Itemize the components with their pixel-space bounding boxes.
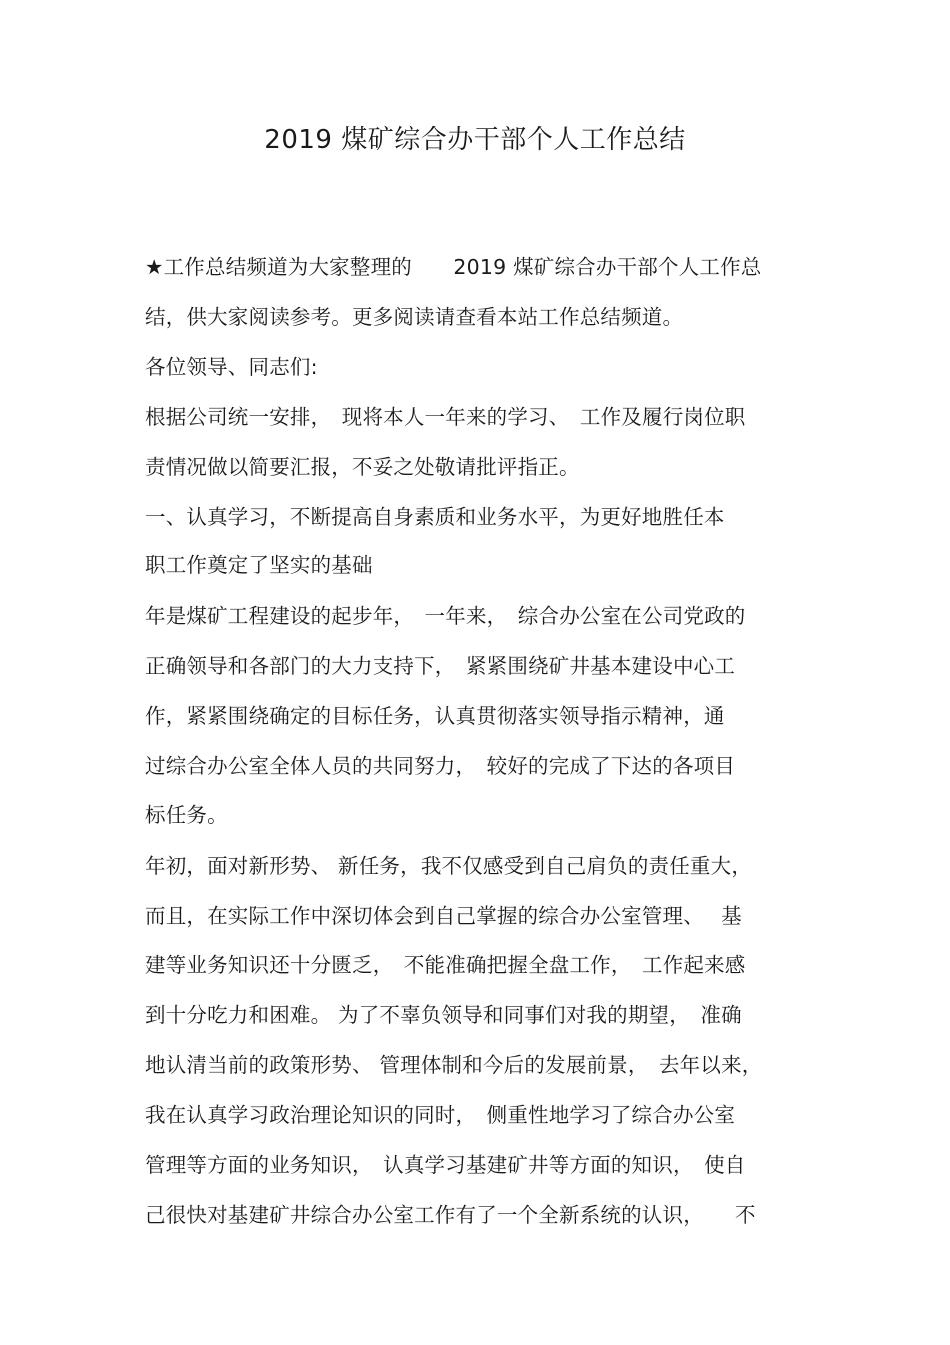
body-line: 结，供大家阅读参考。更多阅读请查看本站工作总结频道。	[145, 305, 684, 329]
body-line: 责情况做以简要汇报，不妥之处敬请批评指正。	[145, 455, 580, 479]
salutation: 各位领导、同志们:	[145, 355, 318, 379]
body-line: 而且，在实际工作中深切体会到自己掌握的综合办公室管理、 基	[145, 904, 742, 928]
body-line: 地认清当前的政策形势、 管理体制和今后的发展前景， 去年以来，	[145, 1053, 763, 1077]
body-line: 标任务。	[145, 803, 228, 827]
body-line: 管理等方面的业务知识， 认真学习基建矿井等方面的知识， 使自	[145, 1153, 746, 1177]
document-title: 2019 煤矿综合办干部个人工作总结	[264, 125, 686, 155]
body-line: 正确领导和各部门的大力支持下， 紧紧围绕矿井基本建设中心工	[145, 654, 736, 678]
body-line: 过综合办公室全体人员的共同努力， 较好的完成了下达的各项目	[145, 754, 736, 778]
body-line: 根据公司统一安排， 现将本人一年来的学习、 工作及履行岗位职	[145, 405, 746, 429]
body-line: 作，紧紧围绕确定的目标任务，认真贯彻落实领导指示精神，通	[145, 704, 725, 728]
body-line: 我在认真学习政治理论知识的同时， 侧重性地学习了综合办公室	[145, 1103, 736, 1127]
body-line: 年初，面对新形势、 新任务，我不仅感受到自己肩负的责任重大，	[145, 854, 753, 878]
body-line: ★工作总结频道为大家整理的 2019 煤矿综合办干部个人工作总	[145, 255, 762, 279]
body-line: 到十分吃力和困难。 为了不辜负领导和同事们对我的期望， 准确	[145, 1003, 742, 1027]
body-line: 建等业务知识还十分匮乏， 不能准确把握全盘工作， 工作起来感	[145, 953, 746, 977]
body-line: 己很快对基建矿井综合办公室工作有了一个全新系统的认识， 不	[145, 1203, 756, 1227]
body-line: 年是煤矿工程建设的起步年， 一年来， 综合办公室在公司党政的	[145, 604, 746, 628]
section-heading: 职工作奠定了坚实的基础	[145, 553, 373, 577]
section-heading: 一、认真学习，不断提高自身素质和业务水平，为更好地胜任本	[145, 505, 725, 529]
